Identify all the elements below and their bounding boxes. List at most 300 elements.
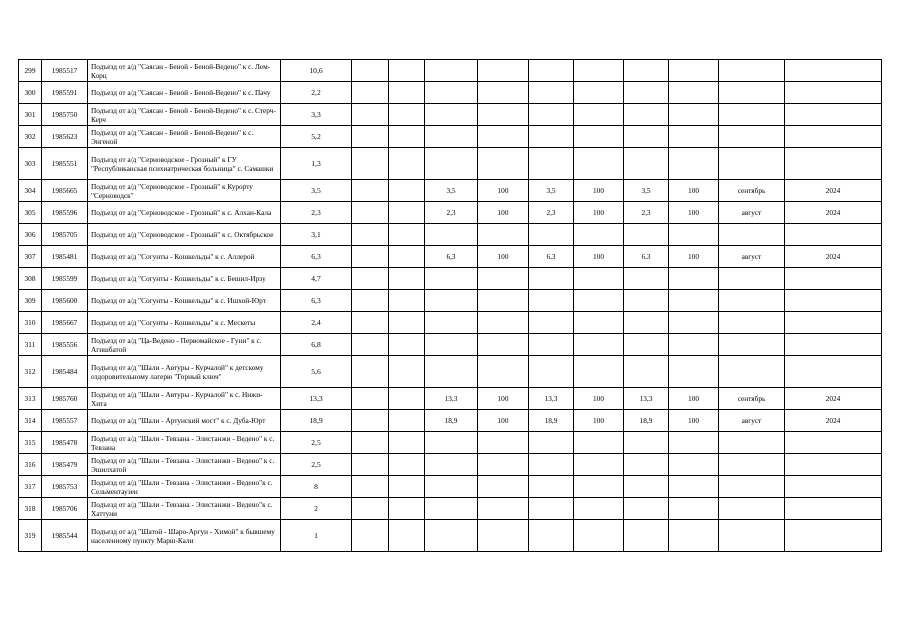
value-cell [785,290,882,312]
road-name-cell: Подъезд от а/д "Согунты - Кошкельды" к с. Ишхой-Юрт [88,290,281,312]
value-cell [352,104,389,126]
road-length-cell: 5,6 [281,356,352,388]
value-cell [785,356,882,388]
value-cell [352,290,389,312]
table-row [19,224,882,246]
value-cell [352,454,389,476]
road-name-cell: Подъезд от а/д "Шали - Автуры - Курчалой" к детскому оздоровительному лагерю "Горный ключ" [88,356,281,388]
value-cell [529,82,574,104]
row-number-cell: 315 [19,432,42,454]
road-length-cell: 3,5 [281,180,352,202]
road-name-cell: Подъезд от а/д "Согунты - Кошкельды" к с. Аллерой [88,246,281,268]
value-cell: 13,3 [529,388,574,410]
value-cell [425,82,478,104]
value-cell: 2024 [785,202,882,224]
value-cell [529,356,574,388]
value-cell [529,498,574,520]
value-cell [719,498,785,520]
value-cell [785,126,882,148]
value-cell [425,520,478,552]
value-cell: 3,5 [529,180,574,202]
table-row [19,246,882,268]
value-cell: август [719,246,785,268]
table-row [19,202,882,224]
value-cell [785,60,882,82]
value-cell [352,410,389,432]
value-cell [389,290,425,312]
road-name-cell: Подъезд от а/д "Шали - Автуры - Курчалой" к с. Нижи-Хита [88,388,281,410]
value-cell [389,454,425,476]
value-cell [389,224,425,246]
value-cell [719,454,785,476]
value-cell [785,520,882,552]
road-name-cell: Подъезд от а/д "Серноводское - Грозный" к с. Алхан-Кала [88,202,281,224]
value-cell [669,498,719,520]
road-length-cell: 5,2 [281,126,352,148]
road-code-cell: 1985706 [42,498,88,520]
value-cell [352,498,389,520]
value-cell [352,224,389,246]
value-cell [352,432,389,454]
row-number-cell: 305 [19,202,42,224]
value-cell: 100 [478,246,529,268]
value-cell [624,476,669,498]
value-cell: 2024 [785,388,882,410]
row-number-cell: 317 [19,476,42,498]
value-cell [785,268,882,290]
table-row [19,290,882,312]
value-cell [425,268,478,290]
value-cell [529,520,574,552]
value-cell [352,312,389,334]
value-cell: 18,9 [425,410,478,432]
value-cell [669,224,719,246]
value-cell [669,454,719,476]
road-name-cell: Подъезд от а/д "Шали - Тевзана - Элистанжи - Ведено"к с. Сельментаузен [88,476,281,498]
value-cell [352,334,389,356]
value-cell: 2,3 [529,202,574,224]
value-cell: 100 [669,388,719,410]
value-cell [425,454,478,476]
table-row [19,388,882,410]
value-cell [624,498,669,520]
road-code-cell: 1985478 [42,432,88,454]
value-cell [719,268,785,290]
road-code-cell: 1985667 [42,312,88,334]
value-cell [719,104,785,126]
value-cell [574,312,624,334]
value-cell [669,432,719,454]
value-cell [425,224,478,246]
value-cell [389,356,425,388]
value-cell: 100 [478,202,529,224]
road-length-cell: 3,3 [281,104,352,126]
value-cell [529,60,574,82]
road-length-cell: 18,9 [281,410,352,432]
value-cell [669,126,719,148]
table-row [19,476,882,498]
road-length-cell: 3,1 [281,224,352,246]
value-cell: август [719,410,785,432]
value-cell [624,224,669,246]
table-row [19,180,882,202]
value-cell [389,268,425,290]
value-cell [425,356,478,388]
value-cell [529,290,574,312]
value-cell [529,148,574,180]
value-cell [624,268,669,290]
value-cell [719,520,785,552]
road-length-cell: 6,3 [281,290,352,312]
road-name-cell: Подъезд от а/д "Саясан - Беной - Беной-Ведено" к с. Энгеной [88,126,281,148]
table-row [19,432,882,454]
road-code-cell: 1985556 [42,334,88,356]
road-length-cell: 2 [281,498,352,520]
value-cell [574,60,624,82]
value-cell [624,454,669,476]
value-cell [574,148,624,180]
road-code-cell: 1985705 [42,224,88,246]
value-cell [574,520,624,552]
value-cell [719,432,785,454]
value-cell [574,82,624,104]
road-name-cell: Подъезд от а/д "Ца-Ведено - Первомайское - Гуни" к с. Агишбатой [88,334,281,356]
value-cell [425,498,478,520]
road-name-cell: Подъезд от а/д "Согунты - Кошкельды" к с. Мескеты [88,312,281,334]
value-cell [719,126,785,148]
value-cell [785,334,882,356]
row-number-cell: 302 [19,126,42,148]
value-cell [425,126,478,148]
road-code-cell: 1985479 [42,454,88,476]
value-cell [624,520,669,552]
value-cell [574,454,624,476]
value-cell [389,104,425,126]
road-code-cell: 1985557 [42,410,88,432]
value-cell [389,148,425,180]
road-code-cell: 1985623 [42,126,88,148]
value-cell [389,202,425,224]
value-cell [478,82,529,104]
value-cell [478,432,529,454]
value-cell [529,432,574,454]
value-cell [624,148,669,180]
value-cell [478,224,529,246]
value-cell [785,454,882,476]
value-cell [478,268,529,290]
row-number-cell: 301 [19,104,42,126]
road-length-cell: 2,2 [281,82,352,104]
value-cell [785,312,882,334]
road-length-cell: 6,8 [281,334,352,356]
road-length-cell: 2,5 [281,432,352,454]
value-cell [785,498,882,520]
value-cell: 100 [478,388,529,410]
value-cell: 2,3 [425,202,478,224]
road-name-cell: Подъезд от а/д "Серноводское - Грозный" к с. Октябрьское [88,224,281,246]
value-cell [352,268,389,290]
value-cell [352,388,389,410]
road-code-cell: 1985544 [42,520,88,552]
value-cell [669,334,719,356]
value-cell [574,334,624,356]
road-code-cell: 1985591 [42,82,88,104]
road-length-cell: 1,3 [281,148,352,180]
value-cell [669,60,719,82]
value-cell: 100 [574,410,624,432]
value-cell: сентябрь [719,180,785,202]
value-cell: 100 [669,180,719,202]
value-cell [389,410,425,432]
value-cell [574,356,624,388]
value-cell [352,476,389,498]
table-row [19,334,882,356]
value-cell [389,246,425,268]
road-code-cell: 1985484 [42,356,88,388]
row-number-cell: 311 [19,334,42,356]
value-cell [529,334,574,356]
value-cell [624,126,669,148]
value-cell [529,224,574,246]
value-cell: 100 [478,180,529,202]
value-cell [389,498,425,520]
value-cell [389,334,425,356]
value-cell [478,334,529,356]
row-number-cell: 306 [19,224,42,246]
value-cell [352,356,389,388]
value-cell [529,268,574,290]
row-number-cell: 310 [19,312,42,334]
value-cell [389,388,425,410]
value-cell [669,148,719,180]
value-cell [425,432,478,454]
value-cell [574,104,624,126]
value-cell [478,60,529,82]
road-length-cell: 2,3 [281,202,352,224]
value-cell [624,312,669,334]
value-cell [719,334,785,356]
value-cell [389,432,425,454]
road-length-cell: 1 [281,520,352,552]
road-name-cell: Подъезд от а/д "Серноводское - Грозный" к Курорту "Серноводск" [88,180,281,202]
value-cell [425,312,478,334]
value-cell [624,356,669,388]
value-cell [529,126,574,148]
value-cell [389,82,425,104]
road-name-cell: Подъезд от а/д "Шали - Артунский мост" к с. Дуба-Юрт [88,410,281,432]
value-cell [624,334,669,356]
value-cell [425,60,478,82]
value-cell [389,520,425,552]
value-cell: 100 [574,180,624,202]
value-cell [352,520,389,552]
value-cell [425,476,478,498]
value-cell [669,104,719,126]
value-cell [478,476,529,498]
road-name-cell: Подъезд от а/д "Саясан - Беной - Беной-Ведено" к с. Стерч-Керч [88,104,281,126]
table-row [19,454,882,476]
road-code-cell: 1985665 [42,180,88,202]
value-cell: 13,3 [425,388,478,410]
road-name-cell: Подъезд от а/д "Шали - Тевзана - Элистанжи - Ведено" к с. Эшилхатой [88,454,281,476]
value-cell [389,180,425,202]
value-cell [624,104,669,126]
table-row [19,356,882,388]
value-cell [478,312,529,334]
value-cell [719,312,785,334]
row-number-cell: 308 [19,268,42,290]
table-row [19,498,882,520]
row-number-cell: 319 [19,520,42,552]
value-cell [574,290,624,312]
value-cell: 100 [574,388,624,410]
value-cell [719,476,785,498]
value-cell [389,476,425,498]
value-cell [574,498,624,520]
row-number-cell: 316 [19,454,42,476]
value-cell [389,126,425,148]
value-cell [669,476,719,498]
value-cell [669,82,719,104]
road-name-cell: Подъезд от а/д "Саясан - Беной - Беной-Ведено" к с. Лем-Корц [88,60,281,82]
road-length-cell: 2,4 [281,312,352,334]
value-cell [785,148,882,180]
road-name-cell: Подъезд от а/д "Шали - Тевзана - Элистанжи - Ведено"к с. Хаттуни [88,498,281,520]
table-row [19,410,882,432]
value-cell [785,104,882,126]
row-number-cell: 312 [19,356,42,388]
value-cell: 100 [669,202,719,224]
value-cell [352,82,389,104]
value-cell [478,356,529,388]
value-cell: 100 [574,246,624,268]
value-cell [624,60,669,82]
value-cell [669,312,719,334]
value-cell [529,104,574,126]
value-cell [624,82,669,104]
value-cell: 18,9 [624,410,669,432]
value-cell: 2,3 [624,202,669,224]
value-cell: 100 [669,246,719,268]
value-cell: 3,5 [624,180,669,202]
road-length-cell: 10,6 [281,60,352,82]
value-cell [785,432,882,454]
value-cell [529,312,574,334]
value-cell [574,268,624,290]
row-number-cell: 300 [19,82,42,104]
value-cell: 2024 [785,246,882,268]
value-cell [389,60,425,82]
value-cell [574,432,624,454]
road-length-cell: 13,3 [281,388,352,410]
road-list-table [18,59,882,552]
value-cell [478,498,529,520]
road-code-cell: 1985760 [42,388,88,410]
table-row [19,148,882,180]
road-code-cell: 1985551 [42,148,88,180]
value-cell [352,246,389,268]
value-cell [425,104,478,126]
row-number-cell: 299 [19,60,42,82]
road-length-cell: 8 [281,476,352,498]
road-length-cell: 4,7 [281,268,352,290]
value-cell [478,126,529,148]
road-length-cell: 6,3 [281,246,352,268]
value-cell [719,290,785,312]
value-cell [352,202,389,224]
value-cell: 13,3 [624,388,669,410]
value-cell [785,82,882,104]
value-cell [478,104,529,126]
value-cell: сентябрь [719,388,785,410]
road-code-cell: 1985481 [42,246,88,268]
value-cell: 2024 [785,180,882,202]
value-cell [478,290,529,312]
value-cell [624,290,669,312]
table-row [19,312,882,334]
value-cell [669,356,719,388]
row-number-cell: 304 [19,180,42,202]
table-body [19,60,882,552]
value-cell [352,60,389,82]
table-row [19,126,882,148]
value-cell: 6,3 [425,246,478,268]
value-cell [574,126,624,148]
value-cell [719,224,785,246]
value-cell: 2024 [785,410,882,432]
value-cell: 18,9 [529,410,574,432]
value-cell [785,224,882,246]
road-code-cell: 1985517 [42,60,88,82]
value-cell [478,520,529,552]
value-cell [529,454,574,476]
value-cell [669,520,719,552]
row-number-cell: 313 [19,388,42,410]
road-name-cell: Подъезд от а/д "Серноводское - Грозный" к ГУ "Республиканская психиатрическая больница" с. Самашки [88,148,281,180]
table-row [19,520,882,552]
value-cell [669,268,719,290]
value-cell: 100 [669,410,719,432]
table-row [19,104,882,126]
table-row [19,60,882,82]
row-number-cell: 314 [19,410,42,432]
value-cell [719,356,785,388]
road-name-cell: Подъезд от а/д "Согунты - Кошкельды" к с. Бешил-Ирзу [88,268,281,290]
value-cell [425,290,478,312]
value-cell [478,454,529,476]
value-cell: 3,5 [425,180,478,202]
road-name-cell: Подъезд от а/д "Саясан - Беной - Беной-Ведено" к с. Пачу [88,82,281,104]
value-cell [669,290,719,312]
value-cell [478,148,529,180]
road-length-cell: 2,5 [281,454,352,476]
value-cell [785,476,882,498]
road-code-cell: 1985599 [42,268,88,290]
value-cell [574,224,624,246]
table-row [19,268,882,290]
value-cell [529,476,574,498]
value-cell: август [719,202,785,224]
value-cell: 100 [478,410,529,432]
value-cell: 6,3 [624,246,669,268]
road-code-cell: 1985600 [42,290,88,312]
row-number-cell: 309 [19,290,42,312]
value-cell [425,334,478,356]
road-code-cell: 1985753 [42,476,88,498]
road-name-cell: Подъезд от а/д "Шали - Тевзана - Элистанжи - Ведено" к с. Тевзана [88,432,281,454]
row-number-cell: 318 [19,498,42,520]
value-cell [352,180,389,202]
